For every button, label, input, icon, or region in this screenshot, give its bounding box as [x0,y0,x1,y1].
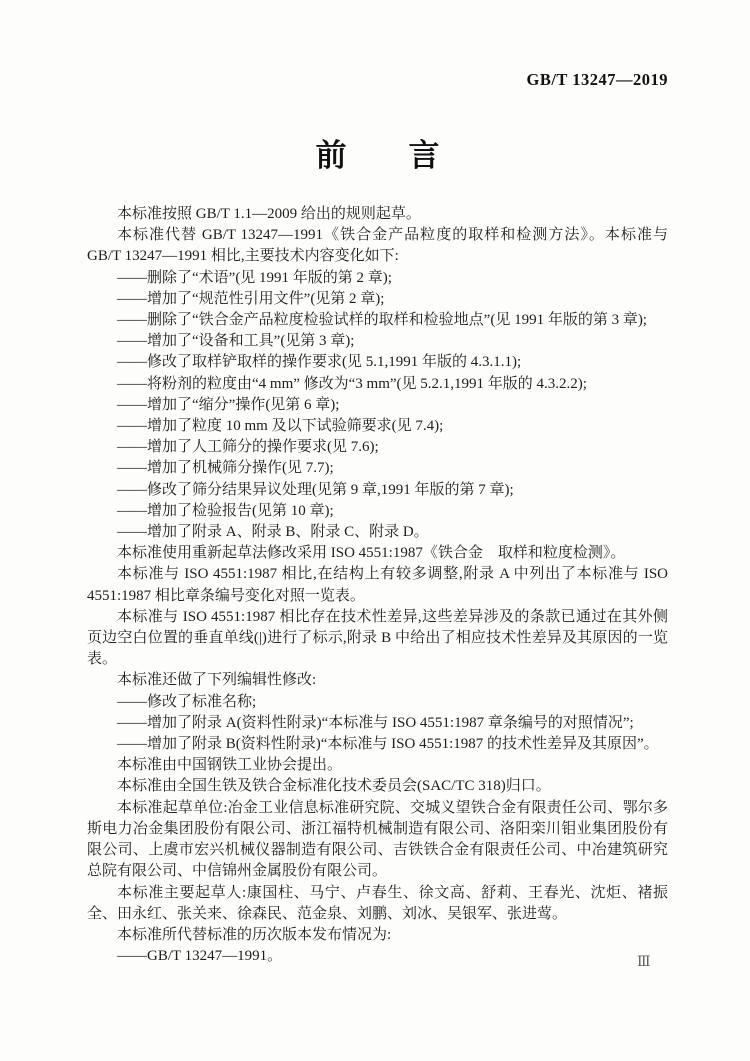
change-item: ——删除了“铁合金产品粒度检验试样的取样和检验地点”(见 1991 年版的第 3 章); [117,312,647,329]
paragraph: 本标准主要起草人:康国柱、马宁、卢春生、徐文高、舒莉、王春光、沈炬、褚振全、田永红、张关来、徐森民、范金泉、刘鹏、刘冰、吴银军、张进莺。 [87,884,668,922]
paragraph: 本标准还做了下列编辑性修改: [117,672,317,689]
change-item: ——增加了粒度 10 mm 及以下试验筛要求(见 7.4); [117,418,444,435]
paragraph: 本标准与 ISO 4551:1987 相比,在结构上有较多调整,附录 A 中列出了本标准与 ISO 4551:1987 相比章条编号变化对照一览表。 [87,566,668,604]
paragraph: 本标准按照 GB/T 1.1—2009 给出的规则起草。 [117,206,421,222]
paragraph: 本标准起草单位:冶金工业信息标准研究院、交城义望铁合金有限责任公司、鄂尔多斯电力冶金集团股份有限公司、浙江福特机械制造有限公司、洛阳栾川钼业集团股份有限公司、上虞市宏兴机械仪器制造有限公司、吉铁铁合金有限责任公司、中冶建筑研究总院有限公司、中信锦州金属股份有限公司。 [87,799,668,880]
change-item: ——将粉剂的粒度由“4 mm” 修改为“3 mm”(见 5.2.1,1991 年版的 4.3.2.2); [117,375,587,392]
change-item: ——修改了标准名称; [117,693,257,710]
change-item: ——修改了筛分结果异议处理(见第 9 章,1991 年版的第 7 章); [117,481,514,498]
change-item: ——增加了“缩分”操作(见第 6 章); [117,396,340,413]
change-item: ——增加了检验报告(见第 10 章); [117,502,334,519]
paragraph: 本标准所代替标准的历次版本发布情况为: [117,926,392,943]
change-item: ——增加了附录 A、附录 B、附录 C、附录 D。 [117,524,429,541]
change-item: ——修改了取样铲取样的操作要求(见 5.1,1991 年版的 4.3.1.1); [117,354,522,371]
paragraph: 本标准由全国生铁及铁合金标准化技术委员会(SAC/TC 318)归口。 [117,778,551,795]
paragraph: 本标准使用重新起草法修改采用 ISO 4551:1987《铁合金 取样和粒度检测》。 [117,545,626,562]
foreword-body [87,204,668,967]
change-item: ——增加了“规范性引用文件”(见第 2 章); [117,290,385,307]
page-number: Ⅲ [637,955,651,970]
change-item: ——增加了“设备和工具”(见第 3 章); [117,333,355,350]
change-item: ——GB/T 13247—1991。 [117,948,283,965]
change-item: ——增加了附录 A(资料性附录)“本标准与 ISO 4551:1987 章条编号的对照情况”; [117,714,634,731]
paragraph: 本标准代替 GB/T 13247—1991《铁合金产品粒度的取样和检测方法》。本标准与 GB/T 13247—1991 相比,主要技术内容变化如下: [87,227,668,265]
change-item: ——增加了人工筛分的操作要求(见 7.6); [117,439,379,456]
change-item: ——删除了“术语”(见 1991 年版的第 2 章); [117,269,392,286]
page-title: 前 言 [315,138,440,173]
change-item: ——增加了附录 B(资料性附录)“本标准与 ISO 4551:1987 的技术性差异及其原因”。 [117,736,659,753]
change-item: ——增加了机械筛分操作(见 7.7); [117,460,334,477]
paragraph: 本标准由中国钢铁工业协会提出。 [117,757,343,774]
standard-code: GB/T 13247—2019 [526,70,668,89]
paragraph: 本标准与 ISO 4551:1987 相比存在技术性差异,这些差异涉及的条款已通过在其外侧页边空白位置的垂直单线(|)进行了标示,附录 B 中给出了相应技术性差异及其原因的一览表。 [87,608,668,668]
